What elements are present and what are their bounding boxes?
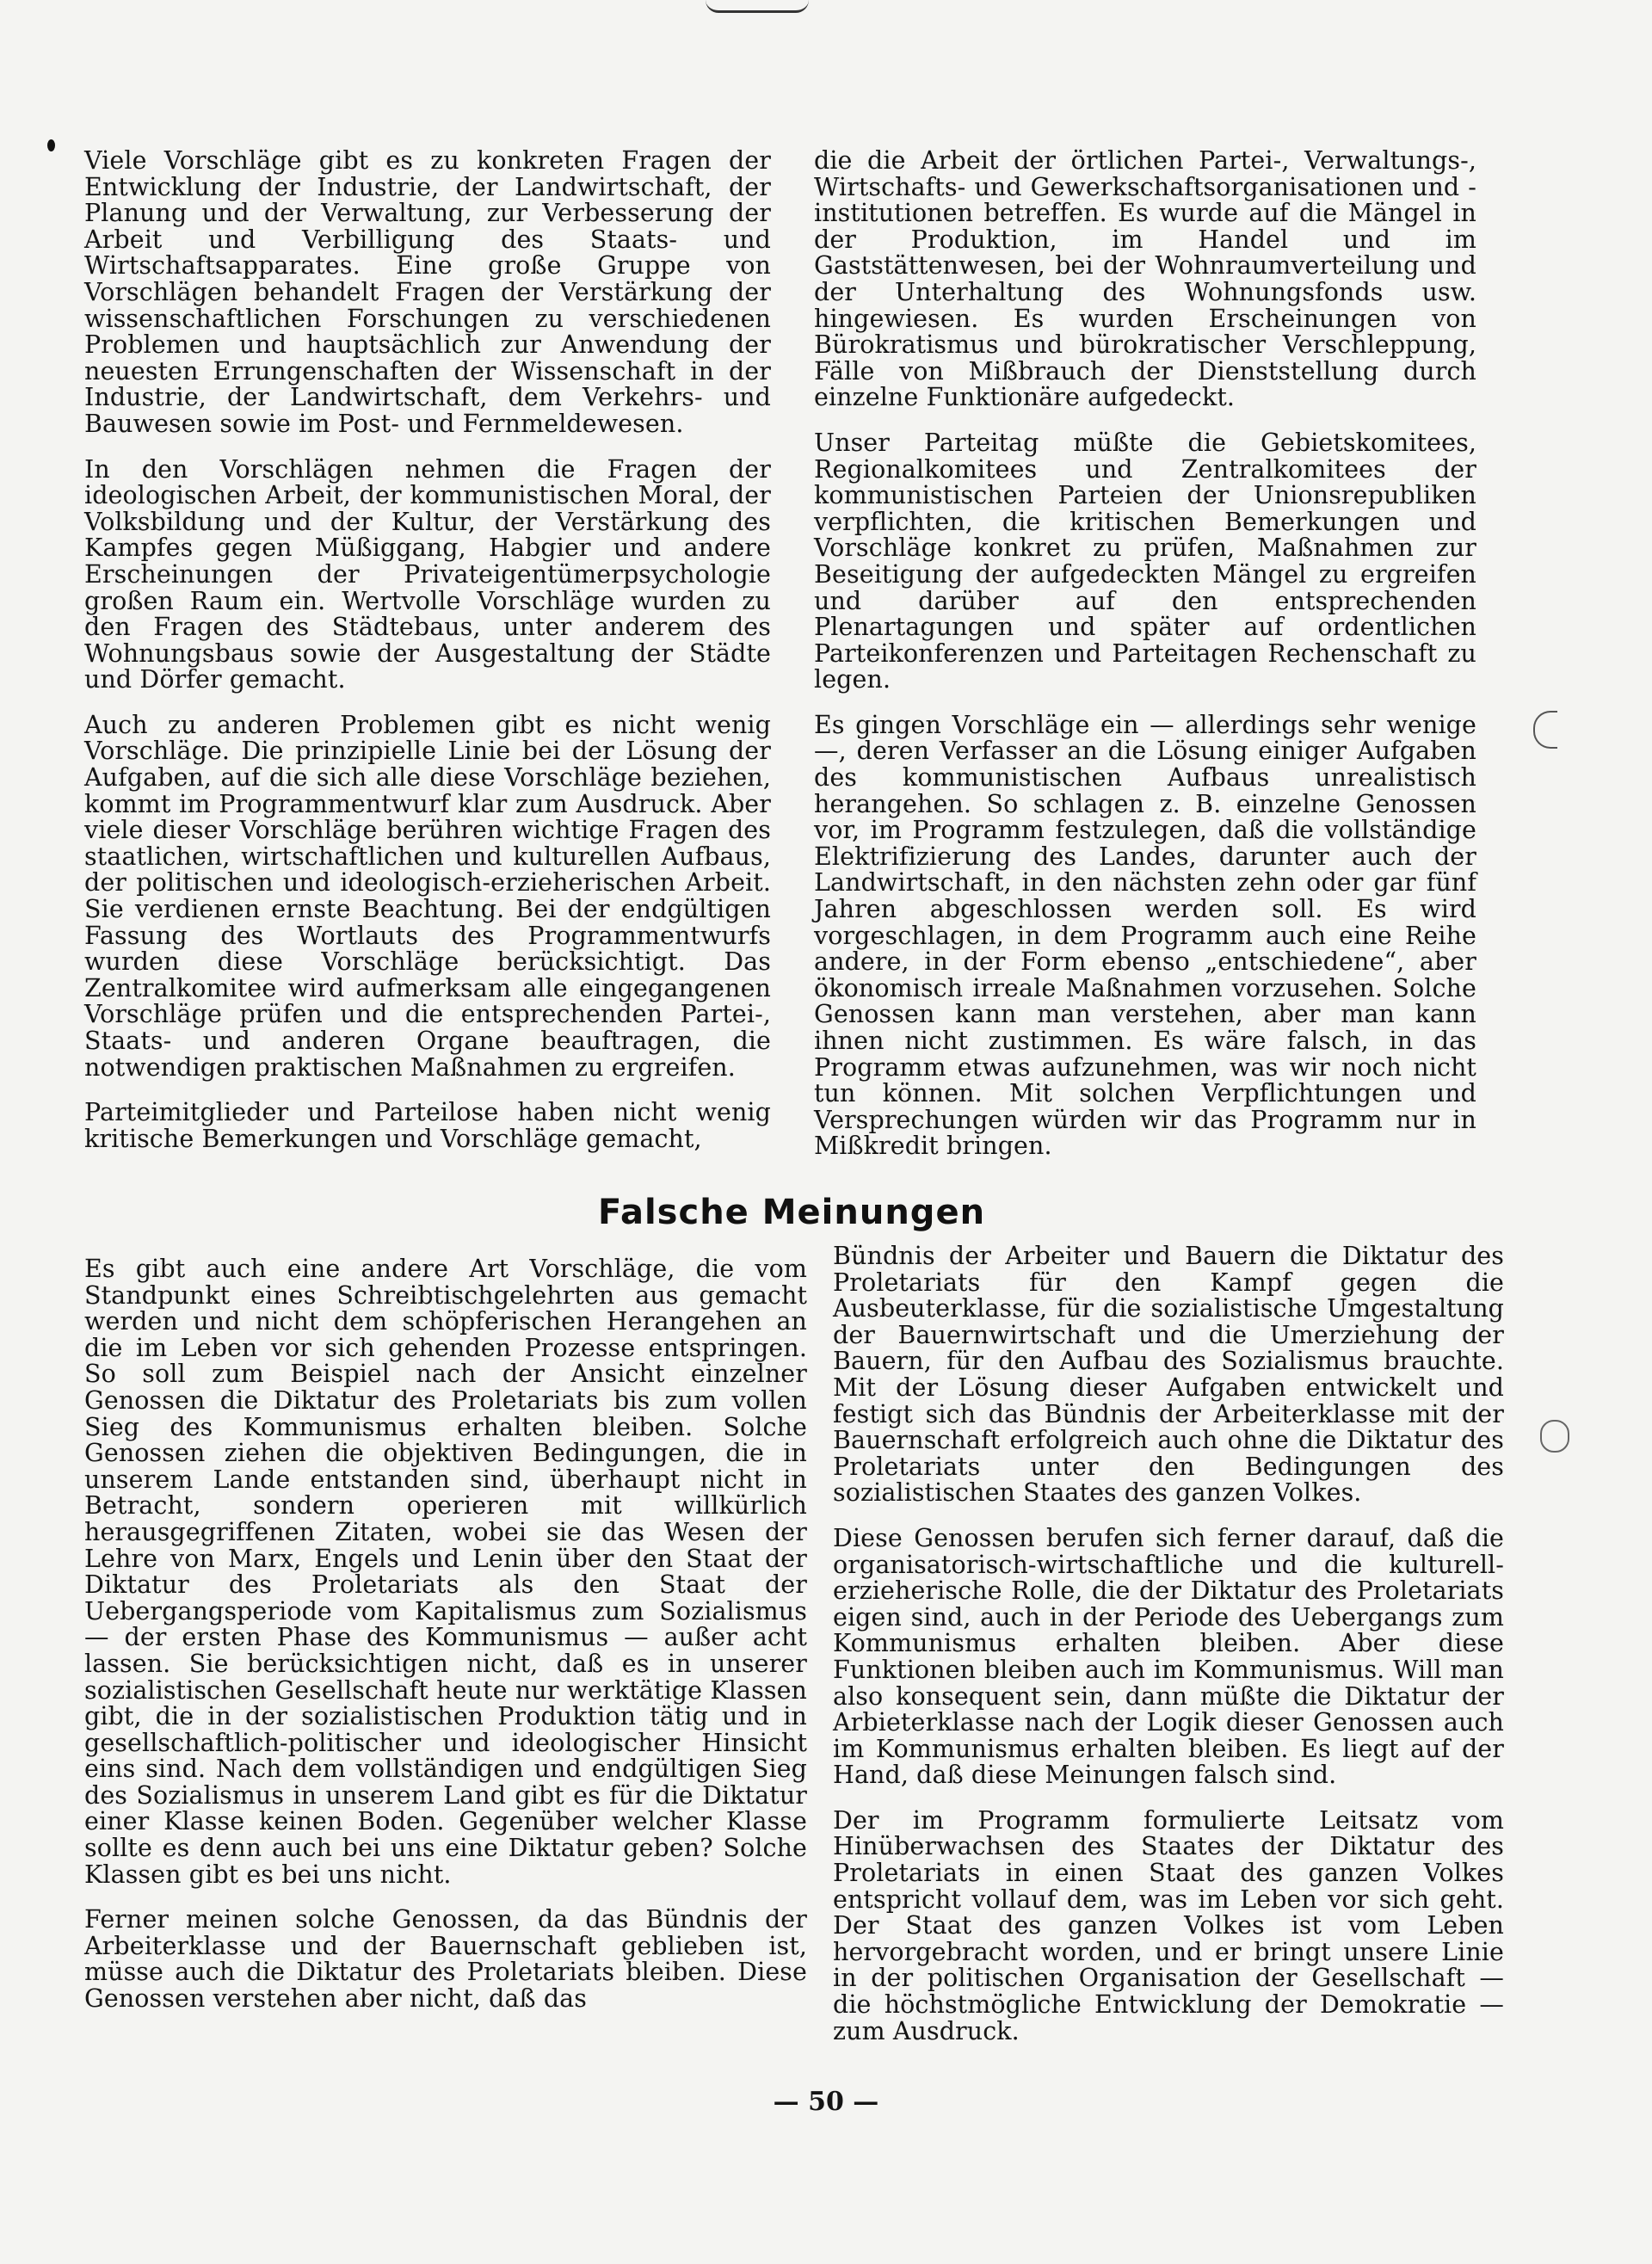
paragraph: Unser Parteitag müßte die Gebietskomitees, Regionalkomitees und Zentralkomitees der kommunistischen Parteien der Unionsrepubliken verpflichten, die kritischen Bemerkungen und Vorschläge konkret zu prüfen, Maßnahmen zur Beseitigung der aufgedeckten Mängel zu ergreifen und darüber auf den entsprechenden Plenartagungen und später auf ordentlichen Parteikonferenzen und Parteitagen Rechenschaft zu legen. [814, 428, 1476, 694]
bottom-left-column [84, 1256, 807, 2032]
paragraph: Es gibt auch eine andere Art Vorschläge, die vom Standpunkt eines Schreibtischgelehrten aus gemacht werden und nicht dem schöpferischen Herangehen an die im Leben vor sich gehenden Prozesse entspringen. So soll zum Beispiel nach der Ansicht einzelner Genossen die Diktatur des Proletariats bis zum vollen Sieg des Kommunismus erhalten bleiben. Solche Genossen ziehen die objektiven Bedingungen, die in unserem Lande entstanden sind, überhaupt nicht in Betracht, sondern operieren mit willkürlich herausgegriffenen Zitaten, wobei sie das Wesen der Lehre von Marx, Engels und Lenin über den Staat der Diktatur des Proletariats als den Staat der Uebergangsperiode vom Kapitalismus zum Sozialismus — der ersten Phase des Kommunismus — außer acht lassen. Sie berücksichtigen nicht, daß es in unserer sozialistischen Gesellschaft heute nur werktätige Klassen gibt, die in der sozialistischen Produktion tätig und in gesellschaftlich-politischer und ideologischer Hinsicht eins sind. Nach dem vollständigen und endgültigen Sieg des Sozialismus in unserem Land gibt es für die Diktatur einer Klasse keinen Boden. Gegenüber welcher Klasse sollte es denn auch bei uns eine Diktatur geben? Solche Klassen gibt es bei uns nicht. [84, 1255, 807, 1889]
paragraph: Auch zu anderen Problemen gibt es nicht wenig Vorschläge. Die prinzipielle Linie bei der Lösung der Aufgaben, auf die sich alle diese Vorschläge beziehen, kommt im Programmentwurf klar zum Ausdruck. Aber viele dieser Vorschläge berühren wichtige Fragen des staatlichen, wirtschaftlichen und kulturellen Aufbaus, der politischen und ideologisch-erzieherischen Arbeit. Sie verdienen ernste Beachtung. Bei der endgültigen Fassung des Wortlauts des Programmentwurfs wurden diese Vorschläge berücksichtigt. Das Zentralkomitee wird aufmerksam alle eingegangenen Vorschläge prüfen und die entsprechenden Partei-, Staats- und anderen Organe beauftragen, die notwendigen praktischen Maßnahmen zu ergreifen. [84, 710, 771, 1082]
paragraph: Der im Programm formulierte Leitsatz vom Hinüberwachsen des Staates der Diktatur des Proletariats in einen Staat des ganzen Volkes entspricht vollauf dem, was im Leben vor sich geht. Der Staat des ganzen Volkes ist vom Leben hervorgebracht worden, und er bringt unsere Linie in der politischen Organisation der Gesellschaft — die höchstmögliche Entwicklung der Demokratie — zum Ausdruck. [833, 1805, 1504, 2045]
paragraph: Bündnis der Arbeiter und Bauern die Diktatur des Proletariats für den Kampf gegen die Ausbeuterklasse, für die sozialistische Umgestaltung der Bauernwirtschaft und die Umerziehung der Bauern, für den Aufbau des Sozialismus brauchte. Mit der Lösung dieser Aufgaben entwickelt und festigt sich das Bündnis der Arbeiterklasse mit der Bauernschaft erfolgreich auch ohne die Diktatur des Proletariats unter den Bedingungen des sozialistischen Staates des ganzen Volkes. [833, 1242, 1504, 1508]
margin-bracket-mark [1533, 711, 1557, 749]
top-right-column [814, 148, 1476, 1179]
paragraph: Diese Genossen berufen sich ferner darauf, daß die organisatorisch-wirtschaftliche und die kulturell-erzieherische Rolle, die der Diktatur des Proletariats eigen sind, auch in der Periode des Uebergangs zum Kommunismus erhalten bleiben. Aber diese Funktionen bleiben auch im Kommunismus. Will man also konsequent sein, dann müßte die Diktatur der Arbieterklasse nach der Logik dieser Genossen auch im Kommunismus erhalten bleiben. Es liegt auf der Hand, daß diese Meinungen falsch sind. [833, 1523, 1504, 1790]
top-edge-mark [706, 0, 809, 13]
paragraph: In den Vorschlägen nehmen die Fragen der ideologischen Arbeit, der kommunistischen Moral, der Volksbildung und der Kultur, der Verstärkung des Kampfes gegen Müßiggang, Habgier und andere Erscheinungen der Privateigentümerpsychologie großen Raum ein. Wertvolle Vorschläge wurden zu den Fragen des Städtebaus, unter anderem des Wohnungsbaus sowie der Ausgestaltung der Städte und Dörfer gemacht. [84, 454, 771, 694]
margin-circle-mark [1540, 1420, 1569, 1453]
paragraph: Viele Vorschläge gibt es zu konkreten Fragen der Entwicklung der Industrie, der Landwirtschaft, der Planung und der Verwaltung, zur Verbesserung der Arbeit und Verbilligung des Staats- und Wirtschaftsapparates. Eine große Gruppe von Vorschlägen behandelt Fragen der Verstärkung der wissenschaftlichen Forschungen zu verschiedenen Problemen und hauptsächlich zur Anwendung der neuesten Errungenschaften der Wissenschaft in der Industrie, der Landwirtschaft, dem Verkehrs- und Bauwesen sowie im Post- und Fernmeldewesen. [84, 146, 771, 438]
page-number: — 50 — [773, 2087, 879, 2117]
paragraph: Parteimitglieder und Parteilose haben nicht wenig kritische Bemerkungen und Vorschläge gemacht, [84, 1098, 771, 1153]
section-heading: Falsche Meinungen [598, 1193, 986, 1232]
top-left-column [84, 148, 771, 1171]
paragraph: Es gingen Vorschläge ein — allerdings sehr wenige —, deren Verfasser an die Lösung einiger Aufgaben des kommunistischen Aufbaus unrealistisch herangehen. So schlagen z. B. einzelne Genossen vor, im Programm festzulegen, daß die vollständige Elektrifizierung des Landes, darunter auch der Landwirtschaft, in den nächsten zehn oder gar fünf Jahren abgeschlossen werden soll. Es wird vorgeschlagen, in dem Programm auch eine Reihe andere, in der Form ebenso „entschiedene“, aber ökonomisch irreale Maßnahmen vorzusehen. Solche Genossen kann man verstehen, aber man kann ihnen nicht zustimmen. Es wäre falsch, in das Programm etwas aufzunehmen, was wir noch nicht tun können. Mit solchen Verpflichtungen und Versprechungen würden wir das Programm nur in Mißkredit bringen. [814, 710, 1476, 1161]
bottom-right-column [833, 1243, 1504, 2064]
paragraph: Ferner meinen solche Genossen, da das Bündnis der Arbeiterklasse und der Bauernschaft geblieben ist, müsse auch die Diktatur des Proletariats bleiben. Diese Genossen verstehen aber nicht, daß das [84, 1905, 807, 2014]
margin-dot [47, 139, 55, 151]
paragraph: die die Arbeit der örtlichen Partei-, Verwaltungs-, Wirtschafts- und Gewerkschaftsorganisationen und -institutionen betreffen. Es wurde auf die Mängel in der Produktion, im Handel und im Gaststättenwesen, bei der Wohnraumverteilung und der Unterhaltung des Wohnungsfonds usw. hingewiesen. Es wurden Erscheinungen von Bürokratismus und bürokratischer Verschleppung, Fälle von Mißbrauch der Dienststellung durch einzelne Funktionäre aufgedeckt. [814, 146, 1476, 412]
